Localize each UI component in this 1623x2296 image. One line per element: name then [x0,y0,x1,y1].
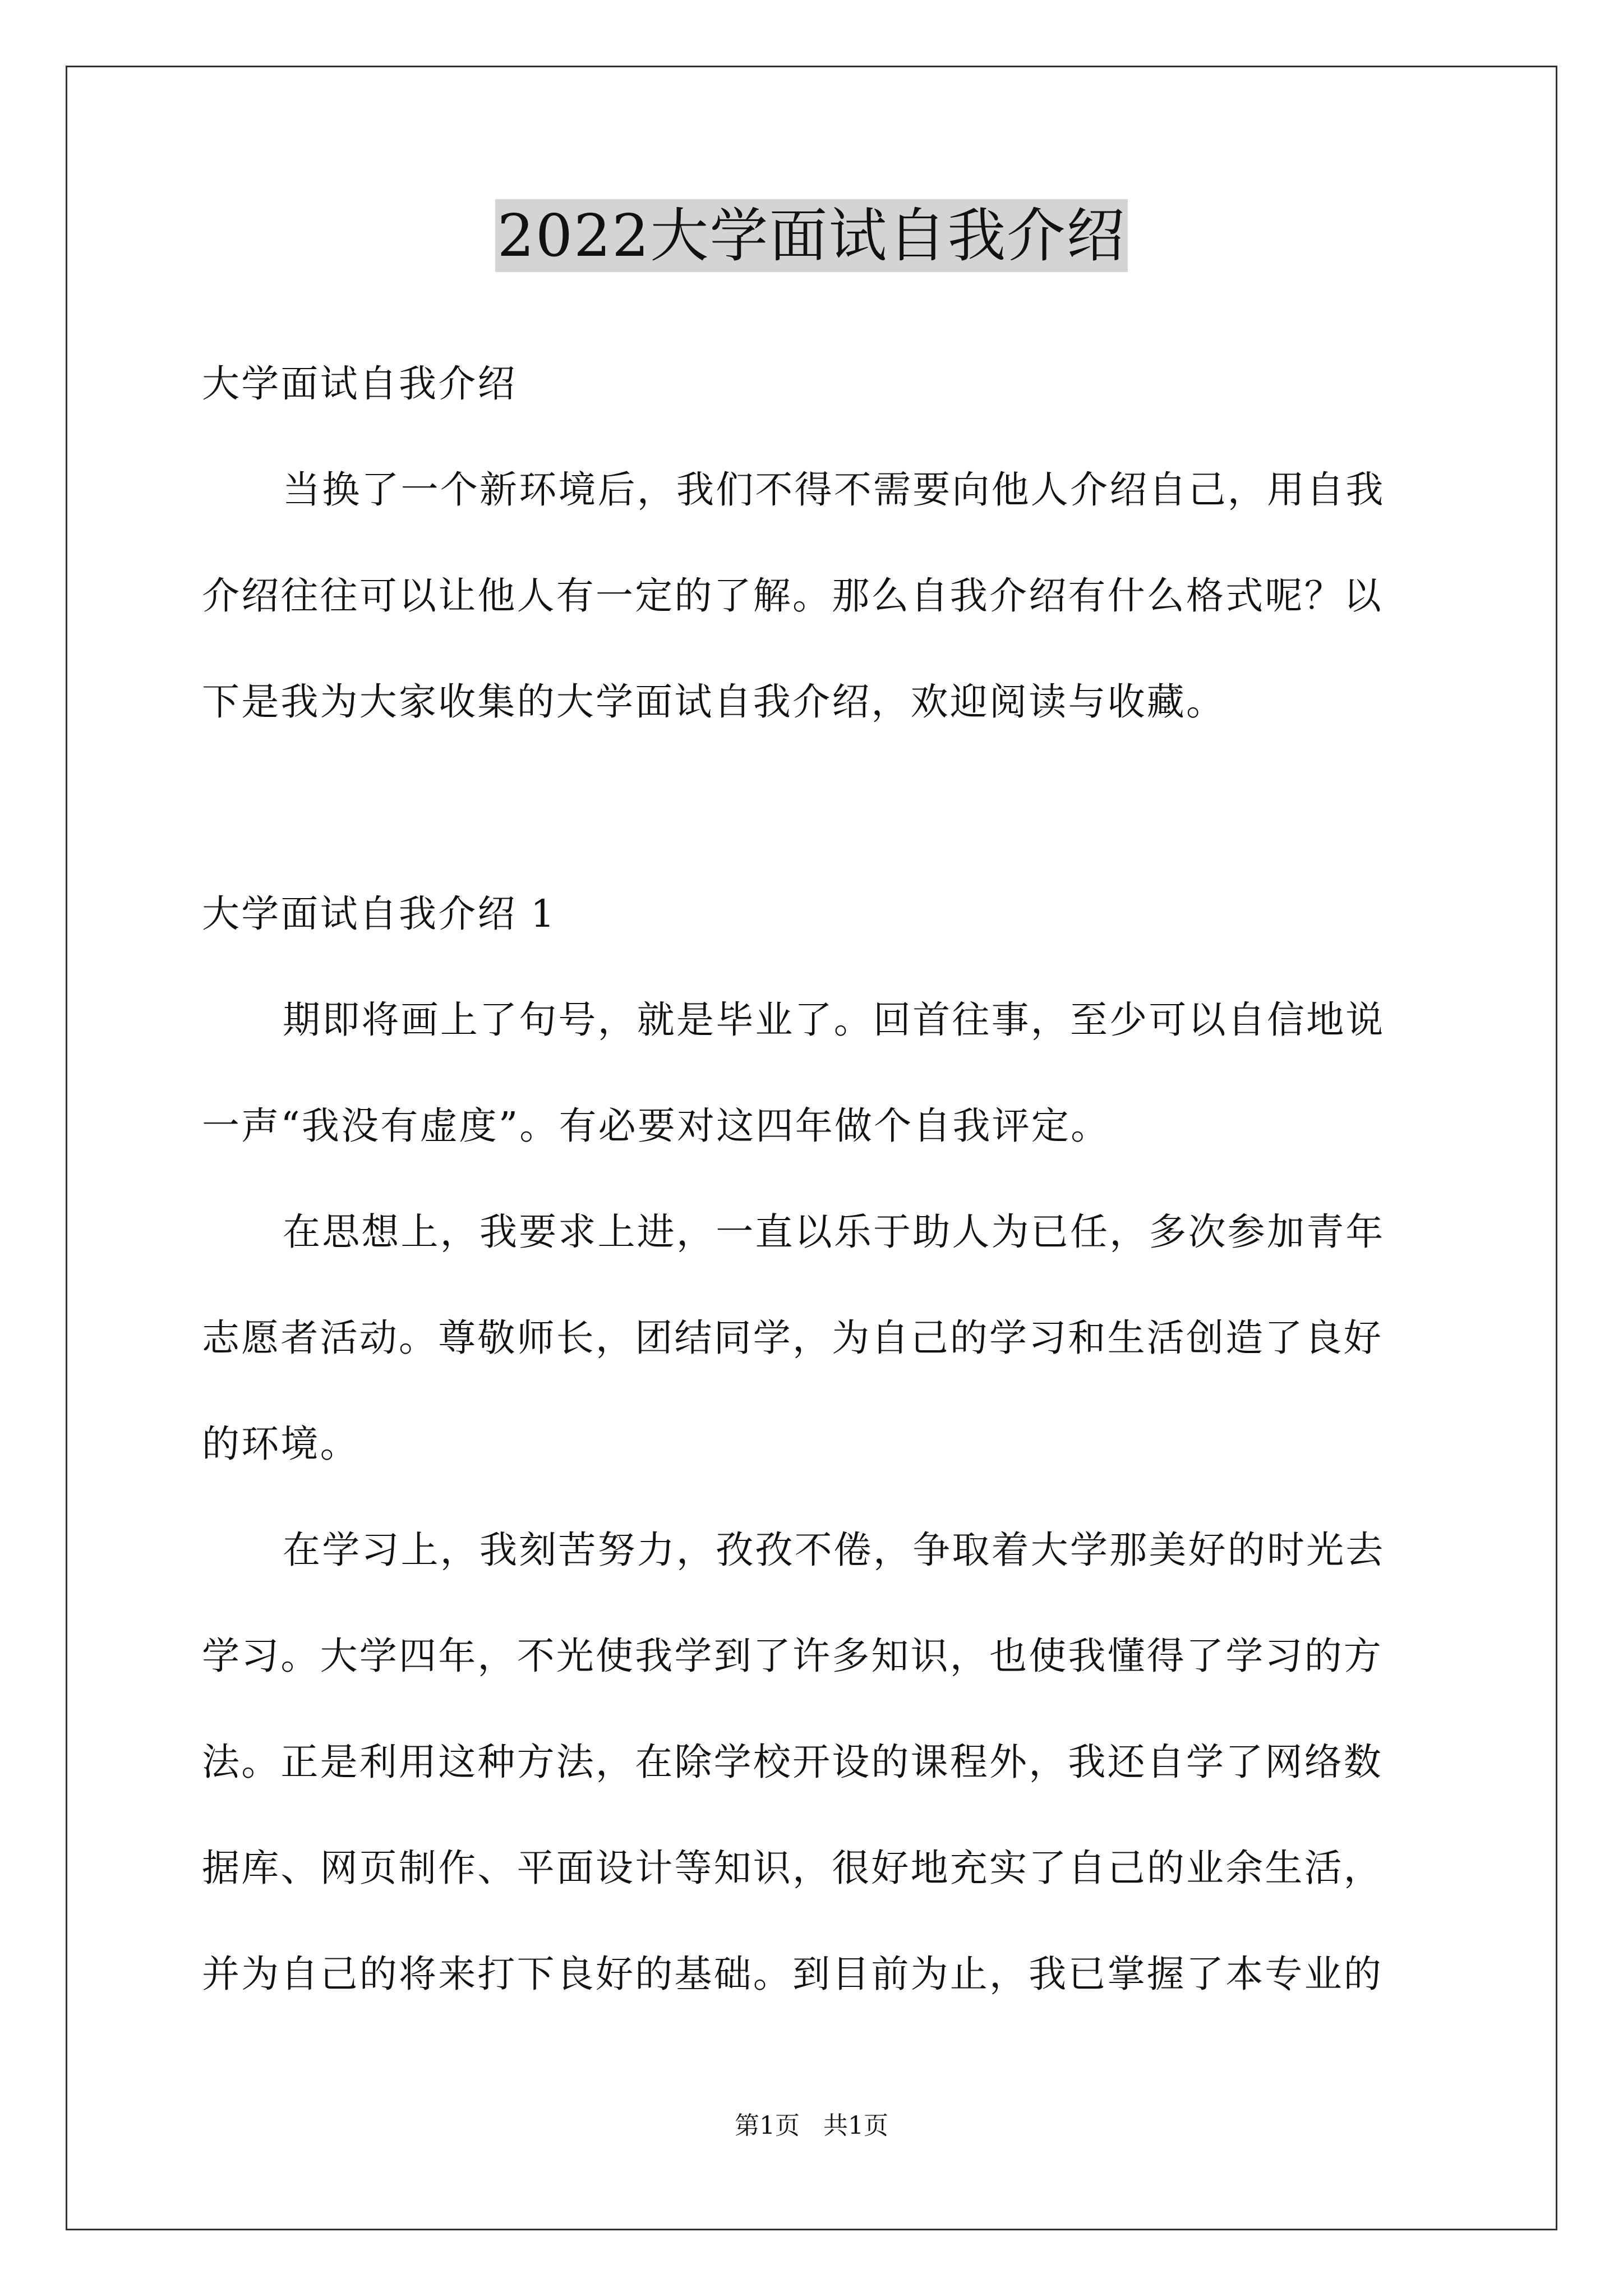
blank-line [202,755,1436,861]
paragraph-line: 下是我为大家收集的大学面试自我介绍，欢迎阅读与收藏。 [202,680,1226,724]
paragraph-line: 志愿者活动。尊敬师长，团结同学，为自己的学习和生活创造了良好 [202,1316,1383,1360]
paragraph-line: 介绍往往可以让他人有一定的了解。那么自我介绍有什么格式呢？以 [202,574,1383,618]
paragraph-line: 在学习上，我刻苦努力，孜孜不倦，争取着大学那美好的时光去 [283,1528,1385,1572]
title-container [0,199,1623,272]
paragraph-line: 期即将画上了句号，就是毕业了。回首往事，至少可以自信地说 [283,998,1385,1042]
paragraph-line: 法。正是利用这种方法，在除学校开设的课程外，我还自学了网络数 [202,1740,1383,1784]
paragraph-line: 并为自己的将来打下良好的基础。到目前为止，我已掌握了本专业的 [202,1952,1383,1996]
document-body [202,331,1436,2027]
paragraph-line: 学习。大学四年，不光使我学到了许多知识，也使我懂得了学习的方 [202,1634,1383,1678]
paragraph-line: 当换了一个新环境后，我们不得不需要向他人介绍自己，用自我 [283,468,1385,512]
subtitle-line: 大学面试自我介绍 [202,362,517,406]
paragraph-line: 在思想上，我要求上进，一直以乐于助人为已任，多次参加青年 [283,1210,1385,1254]
paragraph-line: 据库、网页制作、平面设计等知识，很好地充实了自己的业余生活， [202,1846,1383,1890]
paragraph-line: 一声“我没有虚度”。有必要对这四年做个自我评定。 [202,1104,1110,1148]
page-footer: 第1页 共1页 [735,2111,888,2140]
document-title: 2022大学面试自我介绍 [495,199,1128,272]
section-heading: 大学面试自我介绍 1 [202,892,556,936]
paragraph-line: 的环境。 [202,1422,359,1466]
